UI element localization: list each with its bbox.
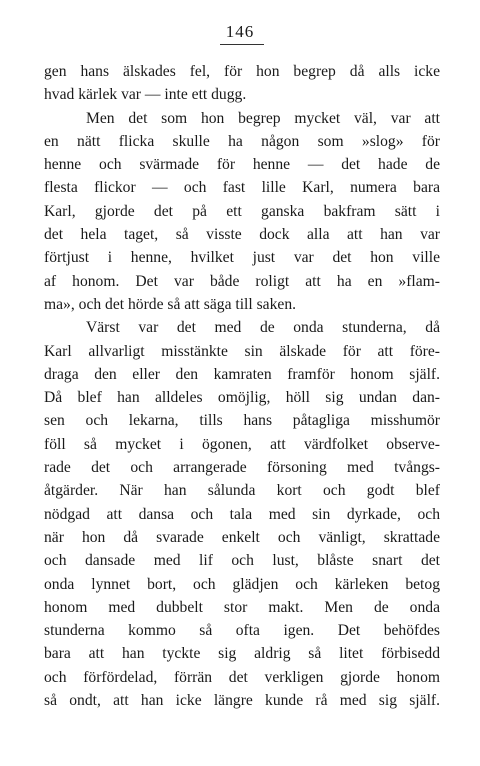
text-line: af honom. Det var både roligt att ha en »flam- [44, 272, 440, 290]
text-line: bara att han tyckte sig aldrig så litet förbisedd [44, 645, 440, 663]
text-line: sen och lekarna, tills hans påtagliga misshumör [44, 412, 440, 430]
text-line: föll så mycket i ögonen, att värdfolket observe- [44, 435, 440, 453]
text-line: gen hans älskades fel, för hon begrep då alls icke [44, 63, 440, 80]
text-line: och dansade med lif och lust, blåste snart det [44, 552, 440, 570]
body-text [44, 60, 440, 712]
text-line: förtjust i henne, hvilket just var det hon ville [44, 249, 440, 267]
text-line: och förfördelad, förrän det verkligen gjorde honom [44, 668, 440, 686]
text-line: Karl, gjorde det på ett ganska bakfram sätt i [44, 202, 440, 220]
text-line: onda lynnet bort, och glädjen och kärleken betog [44, 575, 440, 593]
text-line: Men det som hon begrep mycket väl, var att [86, 109, 440, 127]
text-line: Då blef han alldeles omöjlig, höll sig undan dan- [44, 389, 440, 407]
text-line: honom med dubbelt stor makt. Men de onda [44, 598, 440, 616]
text-line: Värst var det med de onda stunderna, då [86, 319, 440, 337]
text-line: flesta flickor — och fast lille Karl, numera bara [44, 179, 440, 197]
text-line: nödgad att dansa och tala med sin dyrkade, och [44, 505, 440, 523]
text-line: henne och svärmade för henne — det hade de [44, 156, 440, 174]
text-line: rade det och arrangerade försoning med tvångs- [44, 459, 440, 477]
text-line: en nätt flicka skulle ha någon som »slog» för [44, 132, 440, 150]
text-line: hvad kärlek var — inte ett dugg. [44, 86, 247, 104]
text-line: åtgärder. När han sålunda kort och godt blef [44, 482, 440, 500]
text-line: så ondt, att han icke längre kunde rå med sig själf. [44, 692, 440, 710]
page-number-rule [220, 44, 264, 45]
text-line: stunderna kommo så ofta igen. Det behöfdes [44, 622, 440, 640]
text-line: Karl allvarligt misstänkte sin älskade för att före- [44, 342, 440, 360]
text-line: draga den eller den kamraten framför honom själf. [44, 365, 440, 383]
text-line: när hon då svarade enkelt och vänligt, skrattade [44, 528, 440, 546]
page-number: 146 [225, 22, 255, 41]
text-line: det hela taget, så visste dock alla att han var [44, 226, 440, 244]
text-line: ma», och det hörde så att säga till saken. [44, 295, 297, 313]
